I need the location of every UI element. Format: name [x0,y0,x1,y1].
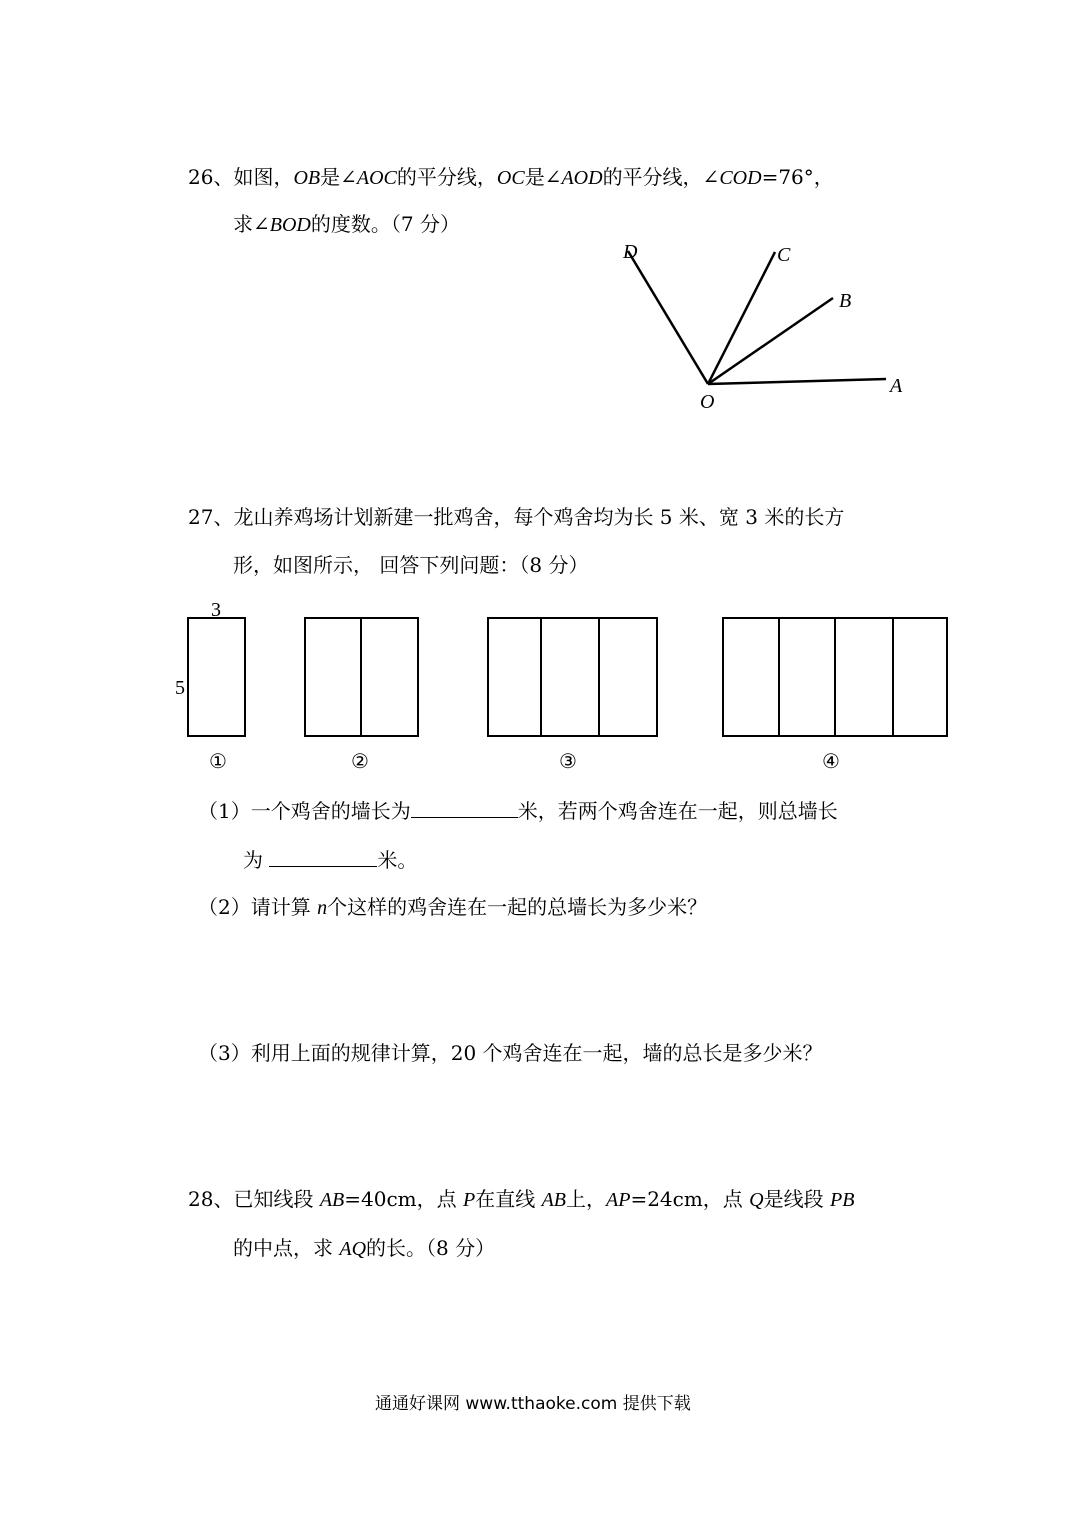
q26-var: OB [293,167,321,189]
q27-line1: 27、龙山养鸡场计划新建一批鸡舍，每个鸡舍均为长 5 米、宽 3 米的长方 [188,505,845,529]
q27-text: （2）请计算 [198,895,318,919]
q26-var: AOC [356,167,397,189]
q26-var: OC [496,167,525,189]
q28-var: P [462,1189,476,1211]
fig-label-4: ④ [822,751,840,773]
q27-sub2 [198,895,707,920]
q28-line2 [233,1236,495,1261]
q27-sub1-line1 [198,797,838,823]
q27-text: 为 [243,848,270,872]
q26-text: 的平分线， [396,165,497,189]
q27-text: 米，若两个鸡舍连在一起，则总墙长 [517,799,838,823]
q28-text: =40cm，点 [344,1187,463,1211]
q28-var: AB [541,1189,566,1211]
q28-text: 在直线 [475,1187,542,1211]
q27-sub3: （3）利用上面的规律计算，20 个鸡舍连在一起，墙的总长是多少米？ [198,1041,823,1065]
q28-var: AQ [339,1238,367,1260]
label-d: D [623,241,638,263]
answer-blank[interactable] [269,846,377,867]
label-a: A [890,375,903,397]
q27-text: 个这样的鸡舍连在一起的总墙长为多少米？ [327,895,708,919]
ray-ob [708,298,833,384]
q28-text: 是线段 [763,1187,830,1211]
q26-text: 的平分线，∠ [602,165,720,189]
ray-od [628,251,708,384]
q27-var: n [317,897,328,919]
height-label: 5 [175,677,185,699]
q28-text: 上， [566,1187,606,1211]
label-o: O [700,391,715,413]
coop-figure-3 [488,618,657,736]
q26-var: COD [719,167,762,189]
ray-oc [708,252,775,384]
q26-text: 是∠ [524,165,562,189]
q27-text: 米。 [377,848,418,872]
q27-sub1-line2 [243,846,417,872]
q28-text: 的长。（8 分） [366,1236,496,1260]
footer-text: 通通好课网 www.tthaoke.com 提供下载 [375,1394,691,1414]
q28-text: 28、已知线段 [188,1187,320,1211]
q26-var: BOD [269,214,311,236]
fig-label-1: ① [209,751,227,773]
fig-label-2: ② [351,751,369,773]
answer-blank[interactable] [411,797,518,818]
q28-text: =24cm，点 [630,1187,750,1211]
q27-line2: 形，如图所示， 回答下列问题：（8 分） [233,553,589,577]
fig-label-3: ③ [559,751,577,773]
q26-text: 26、如图， [188,165,294,189]
q26-text: 求∠ [233,212,270,236]
q28-var: AB [319,1189,345,1211]
width-label: 3 [211,599,221,621]
q28-line1 [188,1187,854,1212]
q28-var: AP [606,1189,631,1211]
q26-text: =76°， [761,165,834,189]
q26-text: 是∠ [320,165,357,189]
q27-text: （1）一个鸡舍的墙长为 [198,799,411,823]
q28-text: 的中点，求 [233,1236,340,1260]
ray-oa [708,379,886,384]
q28-var: PB [829,1189,855,1211]
q26-text: 的度数。（7 分） [310,212,460,236]
q28-var: Q [749,1189,764,1211]
label-c: C [777,244,791,266]
q26-var: AOD [561,167,603,189]
label-b: B [839,290,852,312]
coop-figure-1 [188,618,245,736]
